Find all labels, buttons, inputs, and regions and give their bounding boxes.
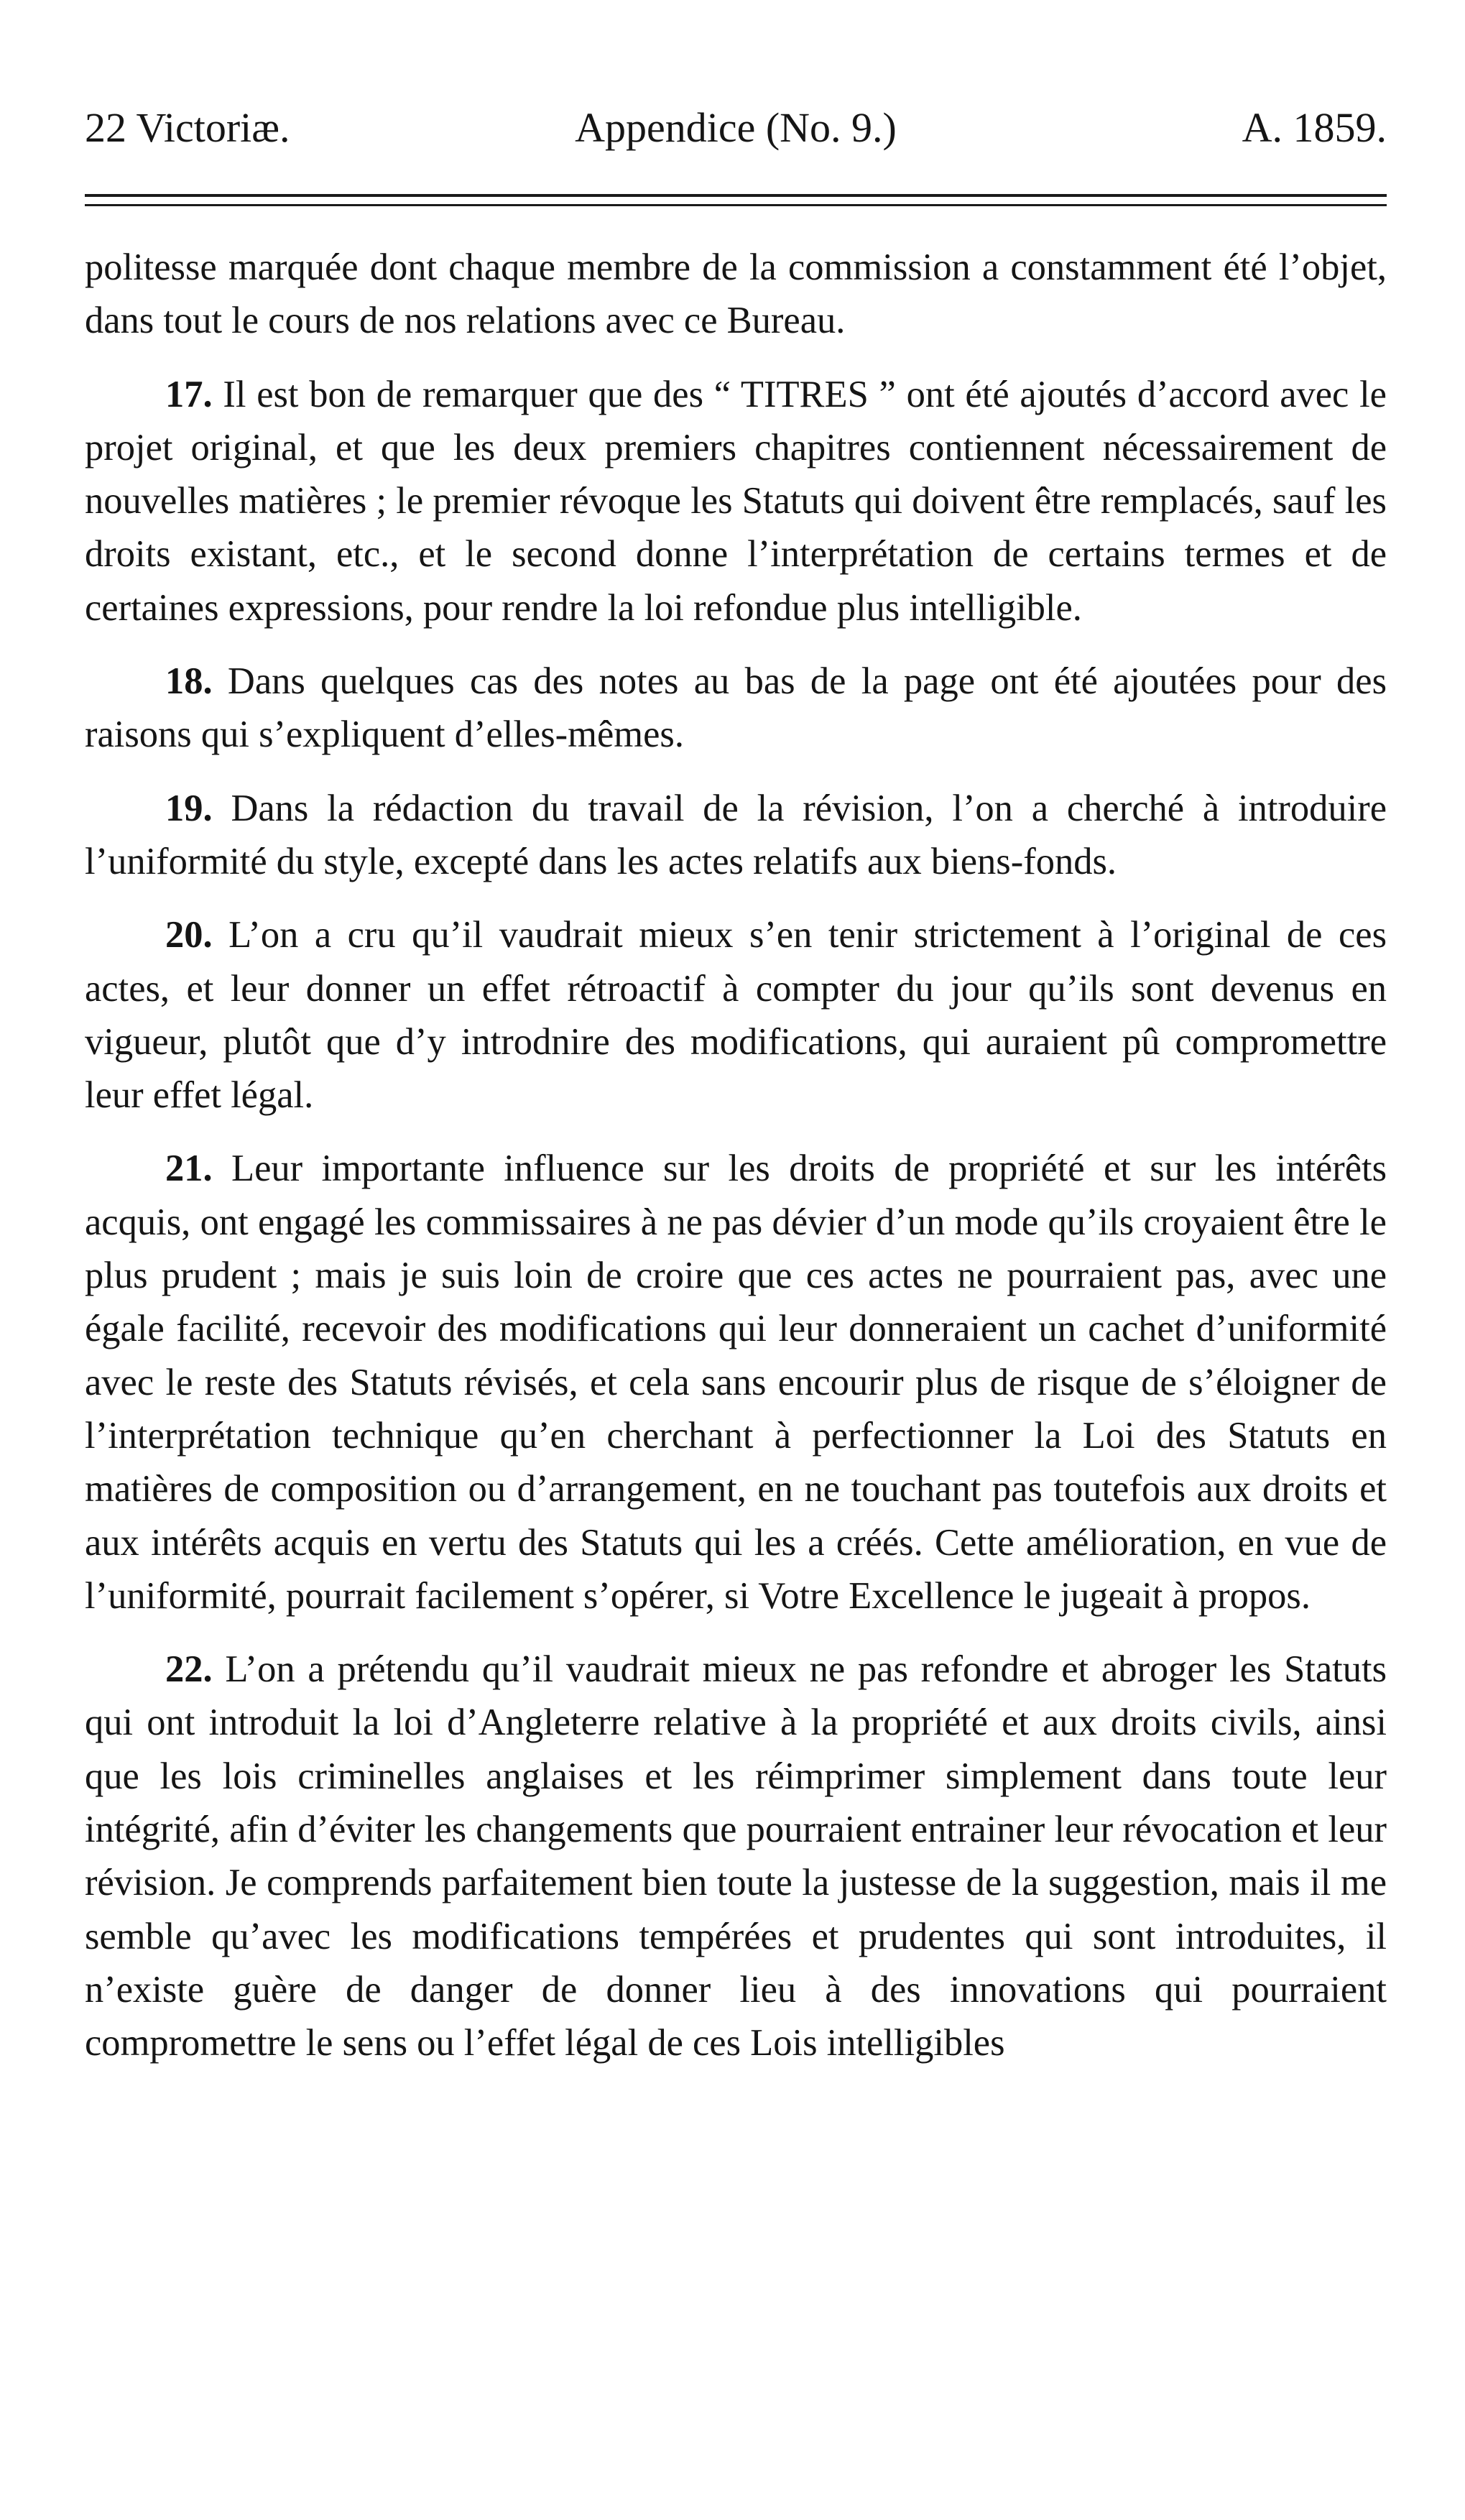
paragraph-number: 17. [165, 373, 213, 415]
header-rule-bottom [85, 204, 1387, 206]
paragraph-text: Leur importante influence sur les droits de propriété et sur les intérêts acquis, ont engagé les commissaires à ne pas dévier d’un mode qu’ils croyaient être le plus prudent ; mais je suis loin de croire que ces actes ne pourraient pas, avec une égale facilité, recevoir des modifications qui leur donneraient un cachet d’uniformité avec le reste des Statuts révisés, et cela sans encourir plus de risque de s’éloigner de l’interprétation technique qu’en cherchant à perfectionner la Loi des Statuts en matières de composition ou d’arrangement, en ne touchant pas toutefois aux droits et aux intérêts acquis en vertu des Statuts qui les a créés. Cette amélioration, en vue de l’uniformité, pourrait facilement s’opérer, si Votre Excellence le jugeait à propos. [85, 1148, 1387, 1617]
paragraph-21 [85, 1142, 1387, 1623]
header-appendix-title: Appendice (No. 9.) [575, 104, 897, 151]
paragraph-22 [85, 1643, 1387, 2069]
paragraph-20 [85, 908, 1387, 1122]
paragraph-text: L’on a cru qu’il vaudrait mieux s’en tenir strictement à l’original de ces actes, et leur donner un effet rétroactif à compter du jour qu’ils sont devenus en vigueur, plutôt que d’y introdnire des modifications, qui auraient pû compromettre leur effet légal. [85, 914, 1387, 1117]
paragraph-text: L’on a prétendu qu’il vaudrait mieux ne pas refondre et abroger les Statuts qui ont introduit la loi d’Angleterre relative à la propriété et aux droits civils, ainsi que les lois criminelles anglaises et les réimprimer simplement dans toute leur intégrité, afin d’éviter les changements que pourraient entrainer leur révocation et leur révision. Je comprends parfaitement bien toute la justesse de la suggestion, mais il me semble qu’avec les modifications tempérées et prudentes qui sont introduites, il n’existe guère de danger de donner lieu à des innovations qui pourraient compromettre le sens ou l’effet légal de ces Lois intelligibles [85, 1648, 1387, 2064]
paragraph-text: Dans la rédaction du travail de la révision, l’on a cherché à introduire l’uniformité du style, excepté dans les actes relatifs aux biens-fonds. [85, 787, 1387, 882]
paragraph-text: politesse marquée dont chaque membre de la commission a constamment été l’objet, dans tout le cours de nos relations avec ce Bureau. [85, 246, 1387, 342]
paragraph-17 [85, 368, 1387, 634]
paragraph-18 [85, 655, 1387, 762]
paragraph-number: 21. [165, 1148, 213, 1190]
header-rule-top [85, 194, 1387, 197]
paragraph-text: Il est bon de remarquer que des “ TITRES ” ont été ajoutés d’accord avec le projet original, et que les deux premiers chapitres contiennent nécessairement de nouvelles matières ; le premier révoque les Statuts qui doivent être remplacés, sauf les droits existant, etc., et le second donne l’interprétation de certains termes et de certaines expressions, pour rendre la loi refondue plus intelligible. [85, 373, 1387, 629]
header-year: A. 1859. [1242, 104, 1387, 151]
body-text [85, 241, 1387, 2090]
paragraph-text: Dans quelques cas des notes au bas de la page ont été ajoutées pour des raisons qui s’expliquent d’elles-mêmes. [85, 660, 1387, 756]
paragraph-number: 20. [165, 914, 213, 956]
paragraph-19 [85, 782, 1387, 889]
header-session: 22 Victoriæ. [85, 104, 290, 151]
running-header [85, 99, 1387, 157]
paragraph-continued [85, 241, 1387, 348]
paragraph-number: 18. [165, 660, 213, 703]
paragraph-number: 19. [165, 787, 213, 829]
paragraph-number: 22. [165, 1648, 213, 1691]
